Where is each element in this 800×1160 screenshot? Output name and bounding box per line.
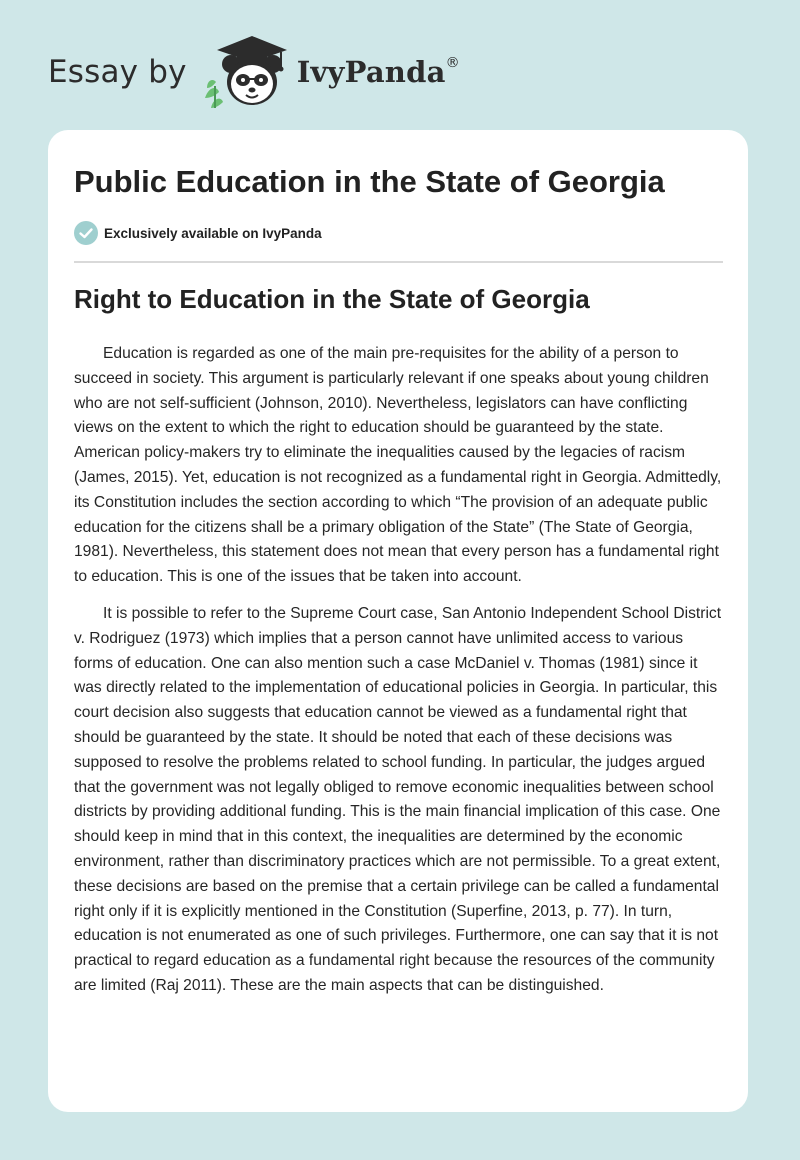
site-header <box>48 34 460 110</box>
registered-mark: ® <box>445 55 460 72</box>
divider <box>74 261 723 263</box>
paragraph: Education is regarded as one of the main pre-requisites for the ability of a person to succeed in society. This argument is particularly relevant if one speaks about young children who are not self-sufficient (Johnson, 2010). Nevertheless, legislators can have conflicting views on the extent to which the right to education should be guaranteed by the state. American policy-makers try to eliminate the inequalities caused by the legacies of racism (James, 2015). Yet, education is not recognized as a fundamental right in Georgia. Admittedly, its Constitution includes the section according to which “The provision of an adequate public education for the citizens shall be a primary obligation of the State” (The State of Georgia, 1981). Nevertheless, this statement does not mean that every person has a fundamental right to education. This is one of the issues that be taken into account. <box>74 345 722 586</box>
paragraph: It is possible to refer to the Supreme Court case, San Antonio Independent School District v. Rodriguez (1973) which implies that a person cannot have unlimited access to various forms of education. One can also mention such a case McDaniel v. Thomas (1981) since it was directly related to the implementation of educational policies in Georgia. In particular, this court decision also suggests that education cannot be viewed as a fundamental right that should be guaranteed by the state. It should be noted that each of these decisions was supposed to resolve the problems related to school funding. In particular, the judges argued that the government was not legally obliged to remove economic inequalities between school districts by providing additional funding. This is the main financial implication of this case. One should keep in mind that in this context, the inequalities are determined by the economic environment, rather than discriminatory practices which are not permissible. To a great extent, these decisions are based on the premise that a certain privilege can be called a fundamental right only if it is explicitly mentioned in the Constitution (Superfine, 2013, p. 77). In turn, education is not enumerated as one of such privileges. Furthermore, one can say that it is not practical to regard education as a fundamental right because the resources of the community are limited (Raj 2011). These are the main aspects that can be distinguished. <box>74 604 722 994</box>
essay-by-label: Essay by <box>48 54 187 90</box>
badge-text: Exclusively available on IvyPanda <box>104 225 322 241</box>
section-heading: Right to Education in the State of Georgia <box>74 284 590 314</box>
exclusive-badge <box>74 221 322 245</box>
essay-card <box>48 130 748 1112</box>
brand-name[interactable]: IvyPanda® <box>296 55 460 89</box>
panda-graduate-icon[interactable] <box>201 34 293 110</box>
leaf-icon <box>205 80 223 108</box>
check-circle-icon <box>74 221 98 245</box>
page-title: Public Education in the State of Georgia <box>74 164 665 199</box>
essay-body <box>74 342 724 1011</box>
